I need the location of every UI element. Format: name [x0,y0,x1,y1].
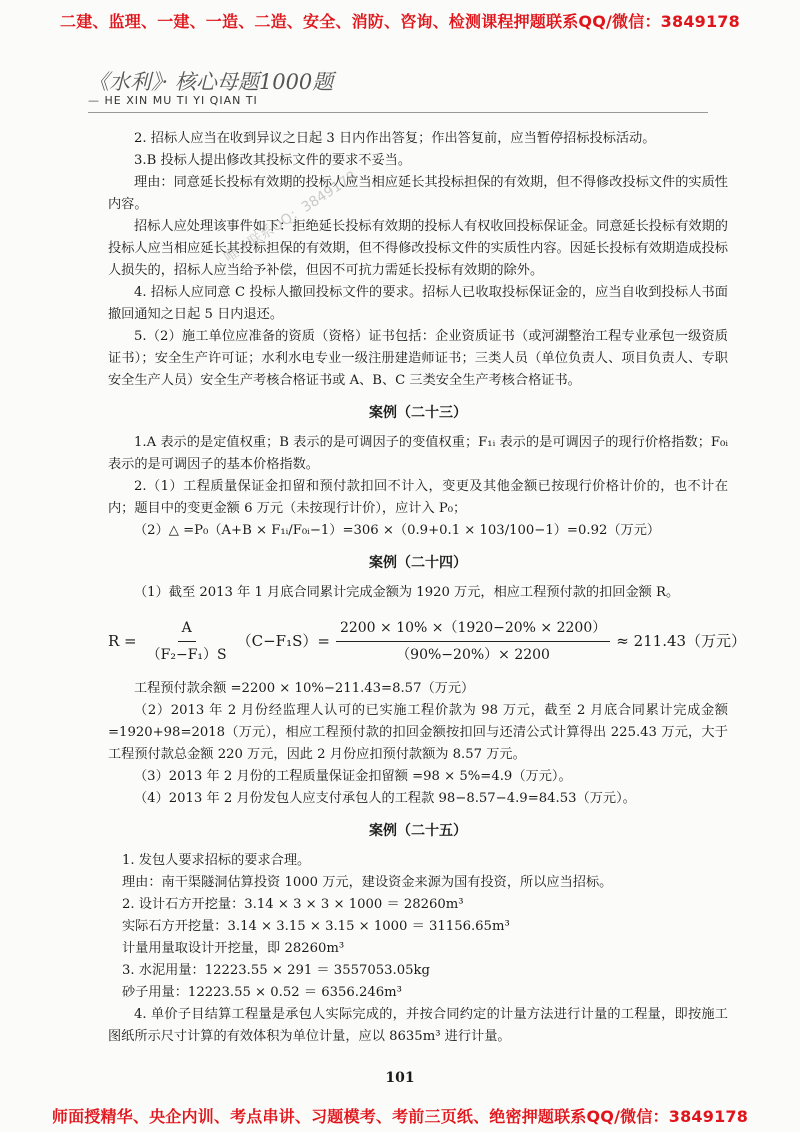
answer-paragraph: 4. 招标人应同意 C 投标人撤回投标文件的要求。招标人已收取投标保证金的，应当自收到投标人书面撤回通知之日起 5 日内退还。 [108,285,728,322]
formula-middle: （C−F₁S）= [236,632,330,650]
case-25-line: 计量用量取设计开挖量，即 28260m³ [122,941,345,956]
bottom-promo-banner: 师面授精华、央企内训、考点串讲、习题模考、考前三页纸、绝密押题联系QQ/微信：3849178 [51,1107,749,1126]
case-24-p5: （4）2013 年 2 月份发包人应支付承包人的工程款 98−8.57−4.9=84.53（万元）。 [134,791,636,806]
case-25-line: 3. 水泥用量：12223.55 × 291 ＝ 3557053.05kg [122,963,430,978]
pinyin-text: HE XIN MU TI YI QIAN TI [104,94,258,107]
case-24-title: 案例（二十四） [369,555,467,571]
answer-paragraph: 招标人应处理该事件如下：拒绝延长投标有效期的投标人有权收回投标保证金。同意延长投标有效期的投标人应当相应延长其投标担保的有效期，但不得修改投标文件的实质性内容。因延长投标有效期造成投标人损失的，招标人应当给予补偿，但因不可抗力需延长投标有效期的除外。 [108,219,728,278]
case-25-line: 实际石方开挖量：3.14 × 3.15 × 3.15 × 1000 ＝ 31156.65m³ [122,919,510,934]
answer-paragraph: 理由：同意延长投标有效期的投标人应当相应延长其投标担保的有效期，但不得修改投标文件的实质性内容。 [108,175,728,212]
header-pinyin: — HE XIN MU TI YI QIAN TI [88,94,258,107]
answer-paragraph: 2. 招标人应当在收到异议之日起 3 日内作出答复；作出答复前，应当暂停招标投标活动。 [134,131,656,146]
case-23-p2: 2.（1）工程质量保证金扣留和预付款扣回不计入，变更及其他金额已按现行价格计价的，也不计在内；题目中的变更金额 6 万元（未按现行计价），应计入 P₀； [108,479,728,516]
formula-lhs: R = [108,632,137,650]
book-header [88,66,333,96]
header-rule [88,112,708,113]
formula-fraction-2 [336,617,610,666]
case-25-line: 2. 设计石方开挖量：3.14 × 3 × 3 × 1000 ＝ 28260m³ [122,897,464,912]
case-25-last: 4. 单价子目结算工程量是承包人实际完成的，并按合同约定的计量方法进行计量的工程量，即按施工图纸所示尺寸计算的有效体积为单位计量，应以 8635m³ 进行计量。 [108,1007,728,1044]
formula-fraction-1 [143,617,231,666]
fraction-2-numerator: 2200 × 10% ×（1920−20% × 2200） [336,617,610,642]
case-24-p3: （2）2013 年 2 月份经监理人认可的已实施工程价款为 98 万元，截至 2 月底合同累计完成金额 =1920+98=2018（万元），相应工程预付款的扣回金额按扣回与还清公式计算得出 225.43 万元，大于工程预付款总金额 220 万元，因此 2 月份应扣预付款额为 8.57 万元。 [108,703,728,762]
case-24-p2: 工程预付款余额 =2200 × 10%−211.43=8.57（万元） [134,681,475,696]
case-25-line: 1. 发包人要求招标的要求合理。 [122,853,311,868]
top-promo-banner: 二建、监理、一建、一造、二造、安全、消防、咨询、检测课程押题联系QQ/微信：3849178 [60,12,740,31]
answer-paragraph: 5.（2）施工单位应准备的资质（资格）证书包括：企业资质证书（或河湖整治工程专业承包一级资质证书）；安全生产许可证；水利水电专业一级注册建造师证书；三类人员（单位负责人、项目负责人、专职安全生产人员）安全生产考核合格证书或 A、B、C 三类安全生产考核合格证书。 [108,329,728,388]
case-25-title: 案例（二十五） [369,823,467,839]
formula-result: ≈ 211.43（万元） [616,632,747,650]
case-23-p3: （2）△ =P₀（A+B × F₁ᵢ/F₀ᵢ−1）=306 ×（0.9+0.1 × 103/100−1）=0.92（万元） [134,523,661,538]
page-number: 101 [385,1070,415,1086]
series-title: 《水利》 [88,70,162,94]
answer-paragraph: 3.B 投标人提出修改其投标文件的要求不妥当。 [134,153,412,168]
case-23-p1: 1.A 表示的是定值权重；B 表示的是可调因子的变值权重；F₁ᵢ 表示的是可调因子的现行价格指数；F₀ᵢ 表示的是可调因子的基本价格指数。 [108,435,728,472]
deduction-formula [108,614,747,668]
fraction-1-denominator: （F₂−F₁）S [146,646,227,663]
watermark: 唯一联系QQ：3849178 [221,168,360,266]
book-title: · 核心母题1000题 [161,70,334,94]
fraction-1-numerator: A [178,617,196,642]
case-24-p1: （1）截至 2013 年 1 月底合同累计完成金额为 1920 万元，相应工程预付款的扣回金额 R。 [134,585,680,600]
case-23-title: 案例（二十三） [369,405,467,421]
case-25-line: 砂子用量：12223.55 × 0.52 ＝ 6356.246m³ [122,985,402,1000]
page-content [108,128,747,1048]
case-25-line: 理由：南干渠隧洞估算投资 1000 万元，建设资金来源为国有投资，所以应当招标。 [122,875,613,890]
case-24-p4: （3）2013 年 2 月份的工程质量保证金扣留额 =98 × 5%=4.9（万元）。 [134,769,572,784]
fraction-2-denominator: （90%−20%）× 2200 [396,646,550,663]
